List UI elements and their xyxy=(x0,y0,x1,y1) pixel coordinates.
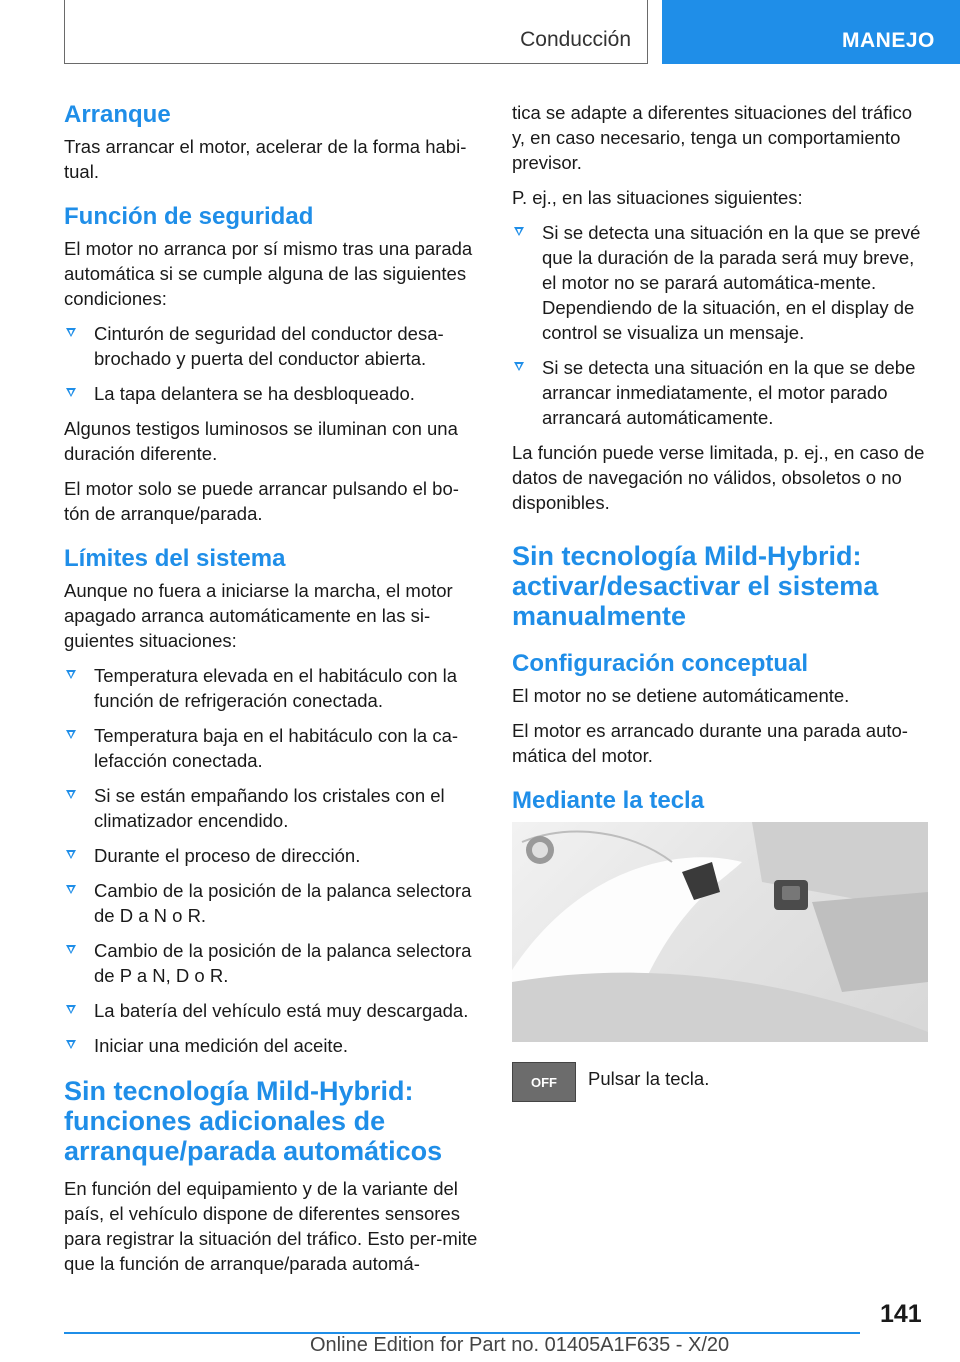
footer-edition: Online Edition for Part no. 01405A1F635 - X/20 xyxy=(310,1334,730,1356)
header-section-title: Conducción xyxy=(520,28,631,51)
header-section-box xyxy=(64,0,648,64)
bullet-list xyxy=(512,220,928,430)
triangle-bullet-icon xyxy=(66,328,76,337)
heading-configuracion-conceptual: Configuración conceptual xyxy=(512,650,809,677)
triangle-bullet-icon xyxy=(66,730,76,739)
bullet-list xyxy=(64,321,480,406)
list-item: Cambio de la posición de la palanca selectora de D a N o R. xyxy=(64,878,480,928)
paragraph: El motor no arranca por sí mismo tras una parada automática si se cumple alguna de las siguientes condiciones: xyxy=(64,238,473,309)
heading-arranque: Arranque xyxy=(64,101,171,128)
triangle-bullet-icon xyxy=(66,790,76,799)
button-instruction xyxy=(512,1058,928,1106)
triangle-bullet-icon xyxy=(66,388,76,397)
list-item: Temperatura baja en el habitáculo con la ca-lefacción conectada. xyxy=(64,723,480,773)
list-item: Cambio de la posición de la palanca selectora de P a N, D o R. xyxy=(64,938,480,988)
right-column xyxy=(512,100,928,1106)
list-item: Cinturón de seguridad del conductor desa-brochado y puerta del conductor abierta. xyxy=(64,321,480,371)
triangle-bullet-icon xyxy=(514,362,524,371)
heading-activar-desactivar: Sin tecnología Mild-Hybrid: activar/desactivar el sistema manualmente xyxy=(512,541,879,631)
steering-wheel-illustration-icon xyxy=(512,822,928,1042)
triangle-bullet-icon xyxy=(66,670,76,679)
heading-limites-sistema: Límites del sistema xyxy=(64,545,286,572)
triangle-bullet-icon xyxy=(66,1040,76,1049)
paragraph: La función puede verse limitada, p. ej., en caso de datos de navegación no válidos, obsoletos o no disponibles. xyxy=(512,442,925,513)
list-item: La tapa delantera se ha desbloqueado. xyxy=(64,381,480,406)
list-item: Durante el proceso de dirección. xyxy=(64,843,480,868)
list-item: La batería del vehículo está muy descargada. xyxy=(64,998,480,1023)
heading-funcion-seguridad: Función de seguridad xyxy=(64,203,314,230)
list-item: Si se están empañando los cristales con el climatizador encendido. xyxy=(64,783,480,833)
paragraph: Algunos testigos luminosos se iluminan con una duración diferente. xyxy=(64,418,458,464)
list-item: Si se detecta una situación en la que se prevé que la duración de la parada será muy breve, el motor no se parará automática-mente. Dependiendo de la situación, en el display de control se visualiza un mensaje. xyxy=(512,220,928,345)
paragraph: Tras arrancar el motor, acelerar de la forma habi-tual. xyxy=(64,136,467,182)
paragraph: P. ej., en las situaciones siguientes: xyxy=(512,187,803,208)
paragraph: tica se adapte a diferentes situaciones del tráfico y, en caso necesario, tenga un comportamiento previsor. xyxy=(512,102,913,173)
paragraph: El motor solo se puede arrancar pulsando el bo-tón de arranque/parada. xyxy=(64,478,459,524)
triangle-bullet-icon xyxy=(66,850,76,859)
triangle-bullet-icon xyxy=(66,885,76,894)
left-column xyxy=(64,100,480,1286)
heading-funciones-adicionales: Sin tecnología Mild-Hybrid: funciones adicionales de arranque/parada automáticos xyxy=(64,1076,443,1166)
header-chapter-tab[interactable]: MANEJO xyxy=(662,0,960,64)
list-item: Si se detecta una situación en la que se debe arrancar inmediatamente, el motor parado arrancará automáticamente. xyxy=(512,355,928,430)
bullet-list xyxy=(64,663,480,1058)
list-item: Temperatura elevada en el habitáculo con la función de refrigeración conectada. xyxy=(64,663,480,713)
paragraph: Aunque no fuera a iniciarse la marcha, el motor apagado arranca automáticamente en las si-guientes situaciones: xyxy=(64,580,453,651)
auto-start-stop-off-button-icon[interactable]: OFF xyxy=(512,1062,576,1102)
paragraph: El motor es arrancado durante una parada auto-mática del motor. xyxy=(512,720,908,766)
list-item: Iniciar una medición del aceite. xyxy=(64,1033,480,1058)
heading-mediante-tecla: Mediante la tecla xyxy=(512,787,705,814)
paragraph: En función del equipamiento y de la variante del país, el vehículo dispone de diferentes sensores para registrar la situación del tráfico. Esto per-mite que la función de arranque/parada automá- xyxy=(64,1178,478,1274)
triangle-bullet-icon xyxy=(66,945,76,954)
triangle-bullet-icon xyxy=(66,1005,76,1014)
triangle-bullet-icon xyxy=(514,227,524,236)
button-instruction-text: Pulsar la tecla. xyxy=(588,1068,710,1089)
page-number: 141 xyxy=(880,1300,922,1328)
paragraph: El motor no se detiene automáticamente. xyxy=(512,685,850,706)
dashboard-photo xyxy=(512,822,928,1042)
